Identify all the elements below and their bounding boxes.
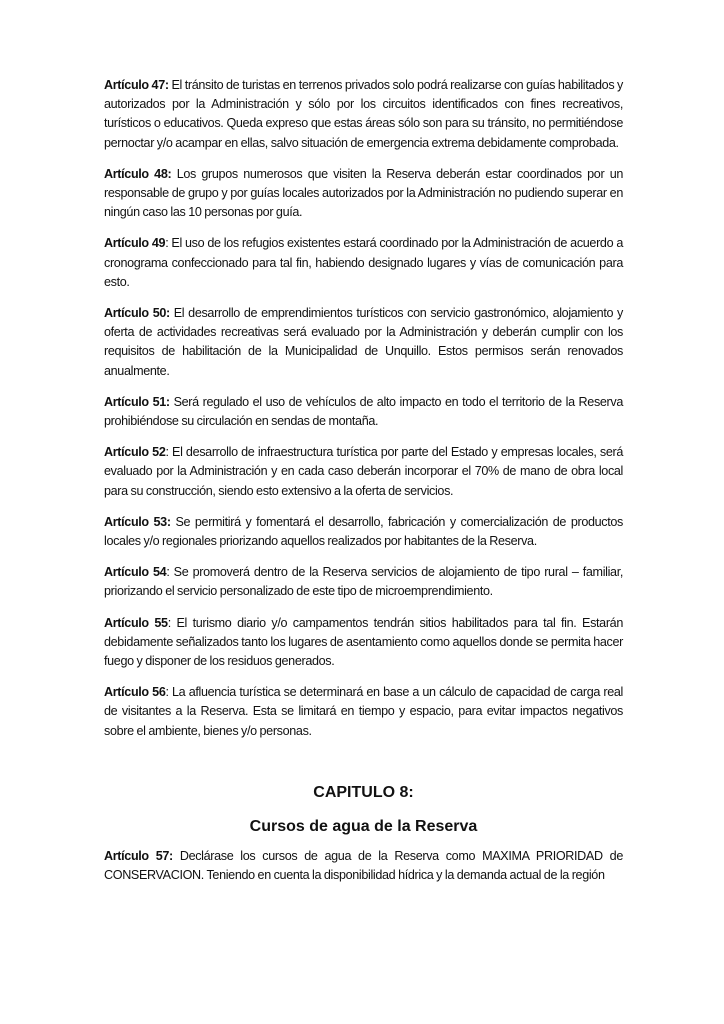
chapter-title: Cursos de agua de la Reserva (249, 817, 478, 835)
article-label: Artículo 49 (104, 236, 166, 251)
article-text: : Se promoverá dentro de la Reserva servicios de alojamiento de tipo rural – familiar, priorizando el servicio personalizado de este tipo de microemprendimiento. (104, 565, 623, 599)
article-47 (104, 76, 623, 153)
article-50 (104, 304, 623, 381)
article-label: Artículo 57: (104, 848, 173, 863)
article-label: Artículo 52 (104, 445, 166, 460)
article-label: Artículo 54 (104, 565, 167, 580)
article-text: : El turismo diario y/o campamentos tendrán sitios habilitados para tal fin. Estarán debidamente señalizados tanto los lugares de asentamiento como aquellos donde se permita hacer fuego y disponer de los residuos generados. (104, 615, 623, 669)
article-label: Artículo 53: (104, 514, 171, 529)
article-52 (104, 443, 623, 501)
article-text: : El uso de los refugios existentes estará coordinado por la Administración de acuerdo a cronograma confeccionado para tal fin, habiendo designado lugares y vías de comunicación para esto. (104, 236, 623, 289)
article-text: Se permitirá y fomentará el desarrollo, fabricación y comercialización de productos locales y/o regionales priorizando aquellos realizados por habitantes de la Reserva. (104, 514, 623, 549)
article-label: Artículo 56 (104, 685, 166, 700)
chapter-number: CAPITULO 8: (313, 783, 414, 801)
article-text: Los grupos numerosos que visiten la Reserva deberán estar coordinados por un responsable de grupo y por guías locales autorizados por la Administración no pudiendo superar en ningún caso las 10 personas por guía. (104, 166, 623, 220)
article-55 (104, 614, 623, 672)
article-53 (104, 513, 623, 551)
article-text: El tránsito de turistas en terrenos privados solo podrá realizarse con guías habilitados y autorizados por la Administración y sólo por los circuitos identificados con fines recreativos, turísticos o educativos. Queda expreso que estas áreas sólo son para su tránsito, no permitiéndose pernoctar y/o acampar en ellas, salvo situación de emergencia extrema debidamente comprobada. (104, 78, 623, 150)
article-label: Artículo 50: (104, 306, 170, 321)
page-content (104, 76, 623, 897)
article-51 (104, 393, 623, 431)
article-48 (104, 165, 623, 223)
article-49 (104, 234, 623, 292)
article-label: Artículo 51: (104, 394, 170, 409)
article-label: Artículo 47: (104, 78, 169, 92)
article-54 (104, 563, 623, 601)
article-label: Artículo 55 (104, 615, 168, 630)
article-text: Declárase los cursos de agua de la Reserva como MAXIMA PRIORIDAD de CONSERVACION. Teniendo en cuenta la disponibilidad hídrica y la demanda actual de la región (104, 848, 623, 883)
article-text: : El desarrollo de infraestructura turística por parte del Estado y empresas locales, será evaluado por la Administración y en cada caso deberán incorporar el 70% de mano de obra local para su construcción, siendo esto extensivo a la oferta de servicios. (104, 445, 623, 498)
article-text: El desarrollo de emprendimientos turísticos con servicio gastronómico, alojamiento y oferta de actividades recreativas será evaluado por la Administración y deberán cumplir con los requisitos de habilitación de la Municipalidad de Unquillo. Estos permisos serán renovados anualmente. (104, 306, 623, 378)
article-56 (104, 683, 623, 741)
article-57 (104, 847, 623, 885)
article-text: Será regulado el uso de vehículos de alto impacto en todo el territorio de la Reserva prohibiéndose su circulación en sendas de montaña. (104, 394, 624, 429)
article-text: : La afluencia turística se determinará en base a un cálculo de capacidad de carga real de visitantes a la Reserva. Esta se limitará en tiempo y espacio, para evitar impactos negativos sobre el ambiente, bienes y/o personas. (104, 685, 623, 738)
article-label: Artículo 48: (104, 166, 172, 181)
